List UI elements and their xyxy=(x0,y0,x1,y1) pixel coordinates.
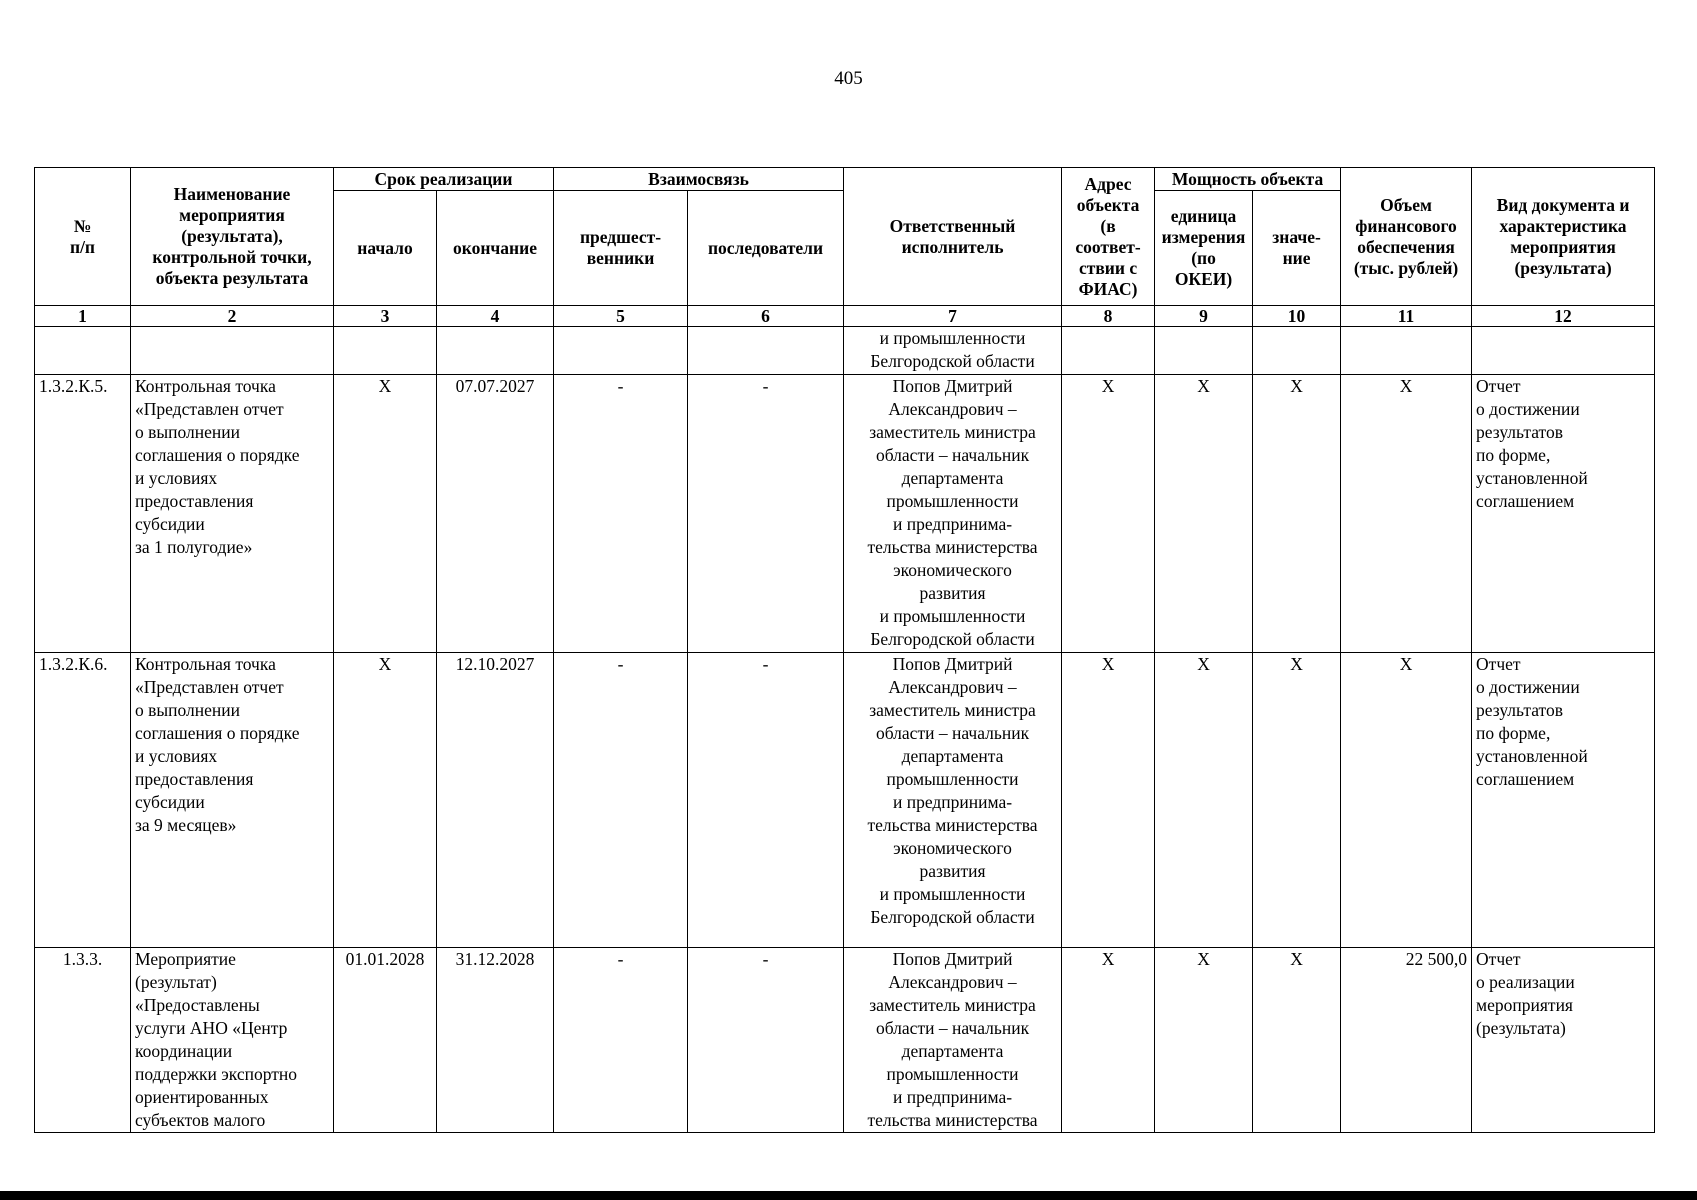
column-number: 12 xyxy=(1472,306,1655,327)
column-number: 9 xyxy=(1155,306,1253,327)
column-number: 10 xyxy=(1253,306,1341,327)
scan-border xyxy=(0,1191,1697,1200)
cell-name: Контрольная точка «Представлен отчет о выполнении соглашения о порядке и условиях предоставления субсидии за 9 месяцев» xyxy=(131,653,334,948)
cell-unit: X xyxy=(1155,653,1253,948)
header-relation: Взаимосвязь xyxy=(554,168,844,191)
header-term: Срок реализации xyxy=(334,168,554,191)
cell-num xyxy=(35,327,131,375)
header-address: Адрес объекта (в соответ- ствии с ФИАС) xyxy=(1062,168,1155,306)
cell-responsible: и промышленности Белгородской области xyxy=(844,327,1062,375)
cell-value: X xyxy=(1253,653,1341,948)
page-number: 405 xyxy=(834,68,863,89)
header-predecessors: предшест- венники xyxy=(554,191,688,306)
cell-unit xyxy=(1155,327,1253,375)
cell-num: 1.3.2.К.6. xyxy=(35,653,131,948)
header-responsible: Ответственный исполнитель xyxy=(844,168,1062,306)
header-start: начало xyxy=(334,191,437,306)
column-number: 2 xyxy=(131,306,334,327)
header-num: № п/п xyxy=(35,168,131,306)
cell-predecessors: - xyxy=(554,653,688,948)
cell-doc: Отчет о достижении результатов по форме, установленной соглашением xyxy=(1472,375,1655,653)
cell-finance: X xyxy=(1341,375,1472,653)
cell-finance xyxy=(1341,327,1472,375)
cell-successors: - xyxy=(688,653,844,948)
cell-value: X xyxy=(1253,375,1341,653)
header-name: Наименование мероприятия (результата), контрольной точки, объекта результата xyxy=(131,168,334,306)
header-value: значе- ние xyxy=(1253,191,1341,306)
header-unit: единица измерения (по ОКЕИ) xyxy=(1155,191,1253,306)
column-number: 4 xyxy=(437,306,554,327)
cell-address: X xyxy=(1062,653,1155,948)
table-row xyxy=(35,653,1655,948)
cell-responsible: Попов Дмитрий Александрович – заместитель министра области – начальник департамента промышленности и предпринима- тельства министерства xyxy=(844,948,1062,1133)
cell-successors: - xyxy=(688,375,844,653)
cell-start xyxy=(334,327,437,375)
cell-finance: 22 500,0 xyxy=(1341,948,1472,1133)
cell-successors xyxy=(688,327,844,375)
cell-end xyxy=(437,327,554,375)
header-successors: последователи xyxy=(688,191,844,306)
cell-name xyxy=(131,327,334,375)
cell-predecessors: - xyxy=(554,948,688,1133)
column-numbers-row xyxy=(35,306,1655,327)
cell-doc: Отчет о реализации мероприятия (результата) xyxy=(1472,948,1655,1133)
column-number: 6 xyxy=(688,306,844,327)
cell-value xyxy=(1253,327,1341,375)
cell-start: X xyxy=(334,653,437,948)
cell-address xyxy=(1062,327,1155,375)
table-row xyxy=(35,375,1655,653)
header-finance: Объем финансового обеспечения (тыс. рублей) xyxy=(1341,168,1472,306)
cell-responsible: Попов Дмитрий Александрович – заместитель министра области – начальник департамента промышленности и предпринима- тельства министерства экономического развития и промышленности Белгородской области xyxy=(844,375,1062,653)
column-number: 1 xyxy=(35,306,131,327)
cell-predecessors xyxy=(554,327,688,375)
cell-end: 07.07.2027 xyxy=(437,375,554,653)
cell-start: 01.01.2028 xyxy=(334,948,437,1133)
cell-successors: - xyxy=(688,948,844,1133)
cell-name: Контрольная точка «Представлен отчет о выполнении соглашения о порядке и условиях предоставления субсидии за 1 полугодие» xyxy=(131,375,334,653)
column-number: 8 xyxy=(1062,306,1155,327)
cell-address: X xyxy=(1062,375,1155,653)
plan-table xyxy=(34,167,1655,1133)
cell-predecessors: - xyxy=(554,375,688,653)
cell-num: 1.3.3. xyxy=(35,948,131,1133)
cell-doc: Отчет о достижении результатов по форме, установленной соглашением xyxy=(1472,653,1655,948)
column-number: 7 xyxy=(844,306,1062,327)
cell-num: 1.3.2.К.5. xyxy=(35,375,131,653)
cell-finance: X xyxy=(1341,653,1472,948)
cell-name: Мероприятие (результат) «Предоставлены услуги АНО «Центр координации поддержки экспортно ориентированных субъектов малого xyxy=(131,948,334,1133)
cell-end: 12.10.2027 xyxy=(437,653,554,948)
table-row xyxy=(35,327,1655,375)
cell-unit: X xyxy=(1155,375,1253,653)
cell-value: X xyxy=(1253,948,1341,1133)
table-header xyxy=(35,168,1655,327)
cell-end: 31.12.2028 xyxy=(437,948,554,1133)
cell-unit: X xyxy=(1155,948,1253,1133)
cell-start: X xyxy=(334,375,437,653)
header-doc: Вид документа и характеристика мероприятия (результата) xyxy=(1472,168,1655,306)
header-end: окончание xyxy=(437,191,554,306)
header-capacity: Мощность объекта xyxy=(1155,168,1341,191)
column-number: 3 xyxy=(334,306,437,327)
cell-doc xyxy=(1472,327,1655,375)
column-number: 5 xyxy=(554,306,688,327)
column-number: 11 xyxy=(1341,306,1472,327)
cell-address: X xyxy=(1062,948,1155,1133)
table-row xyxy=(35,948,1655,1133)
cell-responsible: Попов Дмитрий Александрович – заместитель министра области – начальник департамента промышленности и предпринима- тельства министерства экономического развития и промышленности Белгородской области xyxy=(844,653,1062,948)
